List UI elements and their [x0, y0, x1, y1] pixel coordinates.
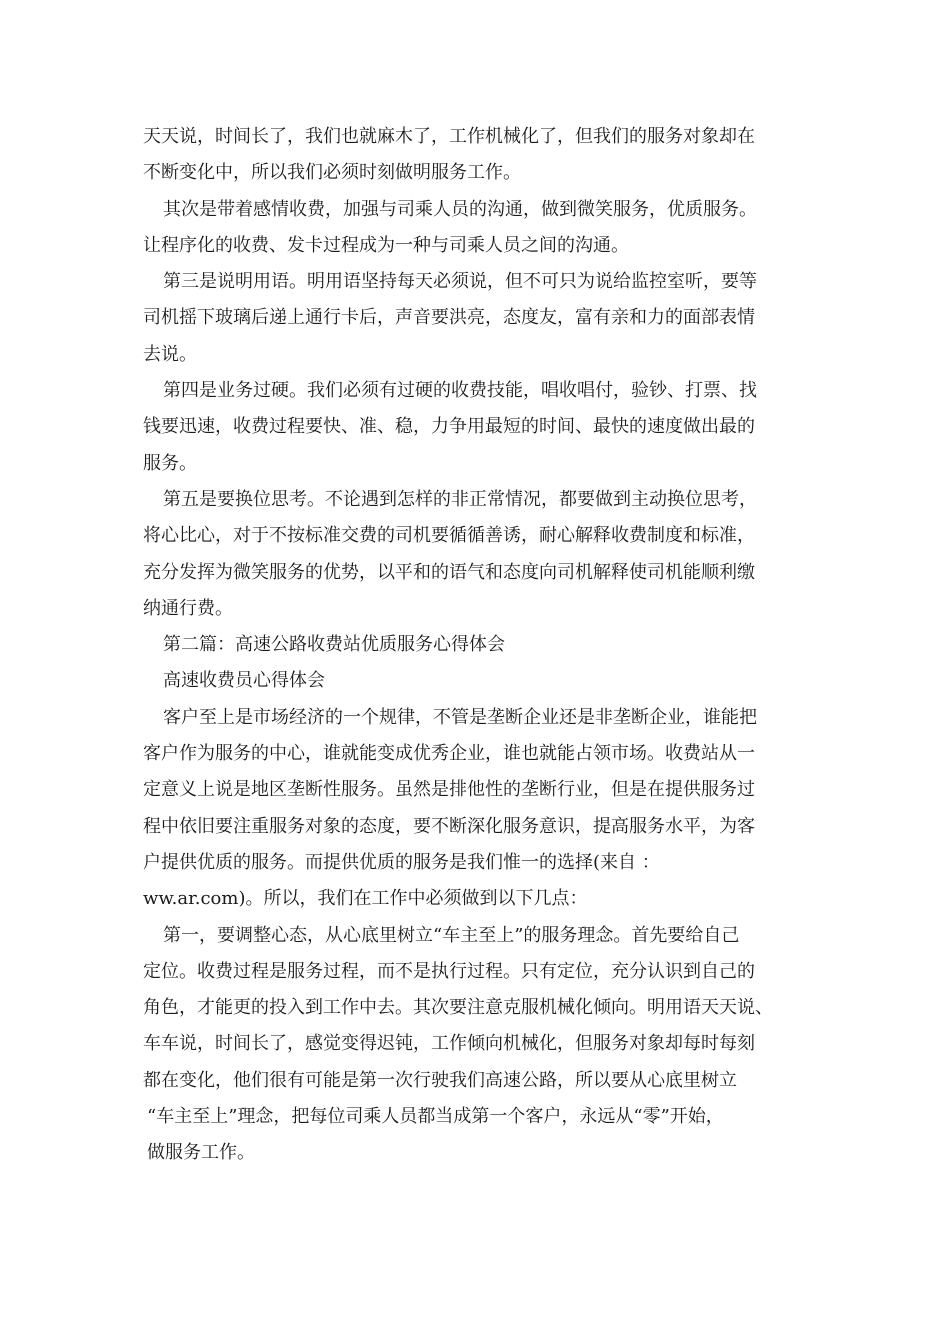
text-line: 不断变化中，所以我们必须时刻做明服务工作。 — [143, 162, 521, 184]
paragraph-start-line: 第一，要调整心态，从心底里树立“车主至上”的服务理念。首先要给自己 — [163, 924, 740, 946]
text-line: 司机摇下玻璃后递上通行卡后，声音要洪亮，态度友，富有亲和力的面部表情 — [143, 307, 755, 329]
text-line: 定意义上说是地区垄断性服务。虽然是排他性的垄断行业，但是在提供服务过 — [143, 779, 755, 801]
subheading: 高速收费员心得体会 — [163, 670, 325, 692]
text-line: 服务。 — [143, 452, 197, 474]
text-line: 将心比心，对于不按标准交费的司机要循循善诱，耐心解释收费制度和标准， — [143, 525, 755, 547]
document-body — [143, 119, 823, 1172]
text-line: 程中依旧要注重服务对象的态度，要不断深化服务意识，提高服务水平，为客 — [143, 815, 755, 837]
paragraph-start-line: 其次是带着感情收费，加强与司乘人员的沟通，做到微笑服务，优质服务。 — [163, 198, 757, 220]
text-line: 户提供优质的服务。而提供优质的服务是我们惟一的选择(来自 ： — [143, 851, 660, 873]
text-line: “车主至上”理念，把每位司乘人员都当成第一个客户，永远从“零”开始， — [147, 1106, 724, 1128]
text-line: 角色，才能更的投入到工作中去。其次要注意克服机械化倾向。明用语天天说、 — [143, 997, 773, 1019]
text-line: 钱要迅速，收费过程要快、准、稳，力争用最短的时间、最快的速度做出最的 — [143, 416, 755, 438]
text-line: 都在变化，他们很有可能是第一次行驶我们高速公路，所以要从心底里树立 — [143, 1069, 737, 1091]
section-heading: 第二篇：高速公路收费站优质服务心得体会 — [163, 634, 505, 656]
text-line: 定位。收费过程是服务过程，而不是执行过程。只有定位，充分认识到自己的 — [143, 960, 755, 982]
text-line: 天天说，时间长了，我们也就麻木了，工作机械化了，但我们的服务对象却在 — [143, 126, 755, 147]
text-line: 客户作为服务的中心，谁就能变成优秀企业，谁也就能占领市场。收费站从一 — [143, 743, 755, 765]
paragraph-start-line: 客户至上是市场经济的一个规律，不管是垄断企业还是非垄断企业，谁能把 — [163, 706, 757, 728]
text-line: 充分发挥为微笑服务的优势，以平和的语气和态度向司机解释使司机能顺利缴 — [143, 561, 755, 583]
text-line: 去说。 — [143, 343, 197, 365]
text-line: 车车说，时间长了，感觉变得迟钝，工作倾向机械化，但服务对象却每时每刻 — [143, 1033, 755, 1055]
text-line: ww.ar.com)。所以，我们在工作中必须做到以下几点： — [143, 888, 588, 910]
text-line: 做服务工作。 — [147, 1142, 255, 1164]
paragraph-start-line: 第五是要换位思考。不论遇到怎样的非正常情况，都要做到主动换位思考， — [163, 488, 757, 510]
paragraph-start-line: 第四是业务过硬。我们必须有过硬的收费技能，唱收唱付，验钞、打票、找 — [163, 380, 757, 402]
text-line: 让程序化的收费、发卡过程成为一种与司乘人员之间的沟通。 — [143, 234, 629, 256]
text-line: 纳通行费。 — [143, 597, 233, 619]
paragraph-start-line: 第三是说明用语。明用语坚持每天必须说，但不可只为说给监控室听，要等 — [163, 271, 757, 293]
